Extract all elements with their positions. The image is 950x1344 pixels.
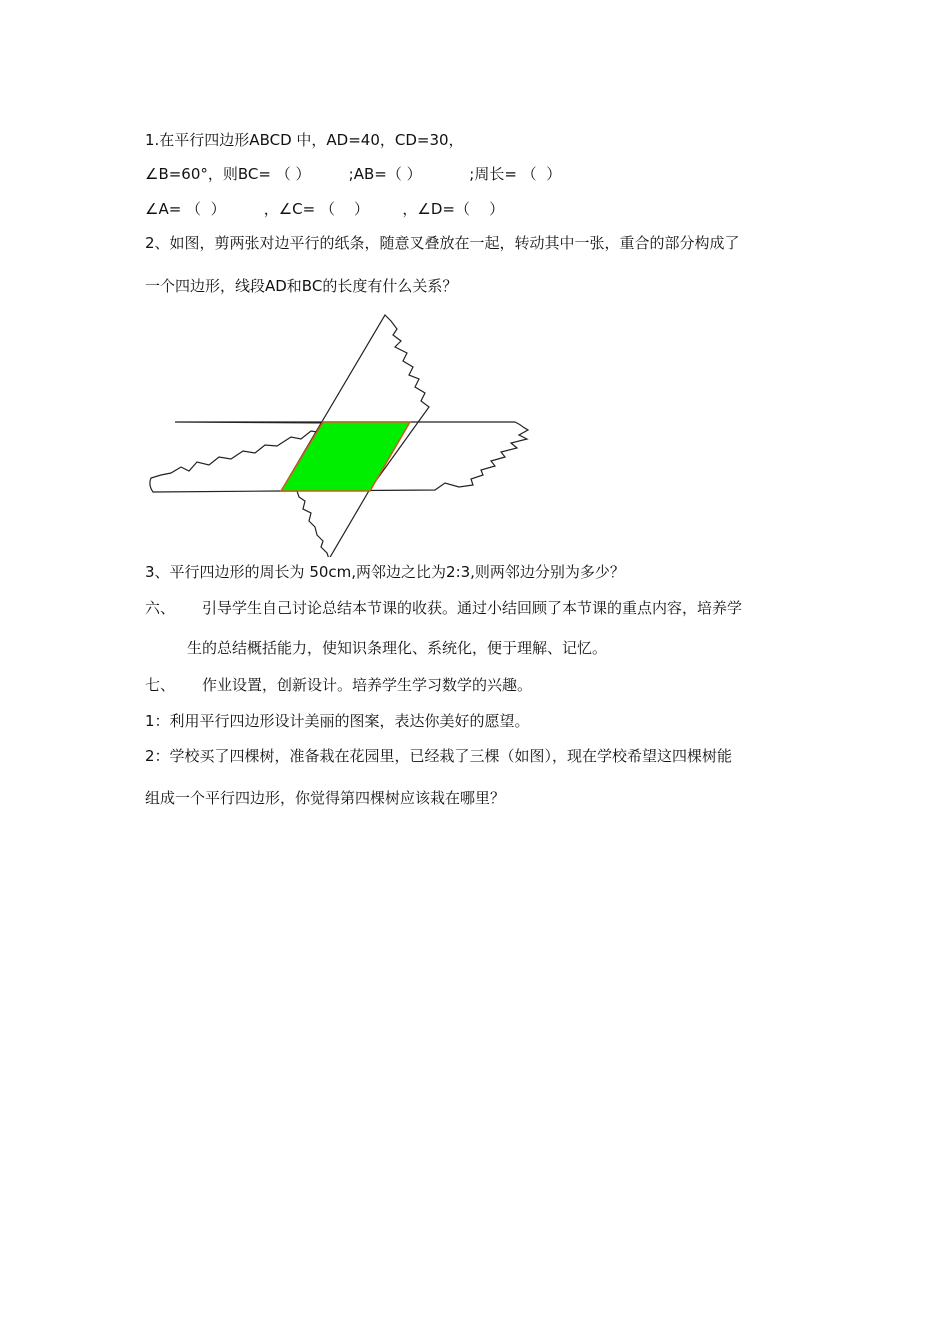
q2-line2: 一个四边形，线段AD和BC的长度有什么关系？ xyxy=(145,277,458,295)
section6-line2: 生的总结概括能力，使知识条理化、系统化，便于理解、记忆。 xyxy=(187,639,608,657)
homework-item1: 1：利用平行四边形设计美丽的图案，表达你美好的愿望。 xyxy=(145,712,530,730)
q2-line1: 2、如图，剪两张对边平行的纸条，随意叉叠放在一起，转动其中一张，重合的部分构成了 xyxy=(145,234,740,252)
q1-line2: ∠B=60°，则BC= （ ） ;AB=（ ） ;周长= （ ） xyxy=(145,165,562,183)
section6-line1: 引导学生自己讨论总结本节课的收获。通过小结回顾了本节课的重点内容，培养学 xyxy=(202,599,743,617)
overlap-parallelogram xyxy=(281,422,410,491)
section7-number: 七、 xyxy=(145,676,176,694)
q3-text: 3、平行四边形的周长为 50cm,两邻边之比为2:3,则两邻边分别为多少？ xyxy=(145,563,625,581)
q1-line1: 1.在平行四边形ABCD 中，AD=40，CD=30， xyxy=(145,131,464,149)
q1-line3: ∠A= （ ） ，∠C= （ ） ，∠D=（ ） xyxy=(145,200,505,218)
homework-item2-line2: 组成一个平行四边形，你觉得第四棵树应该栽在哪里？ xyxy=(145,789,506,807)
overlapping-strips-figure xyxy=(145,307,630,557)
homework-item2-line1: 2：学校买了四棵树，准备栽在花园里，已经栽了三棵（如图），现在学校希望这四棵树能 xyxy=(145,747,733,765)
section7-line1: 作业设置，创新设计。培养学生学习数学的兴趣。 xyxy=(202,676,533,694)
section6-number: 六、 xyxy=(145,599,176,617)
